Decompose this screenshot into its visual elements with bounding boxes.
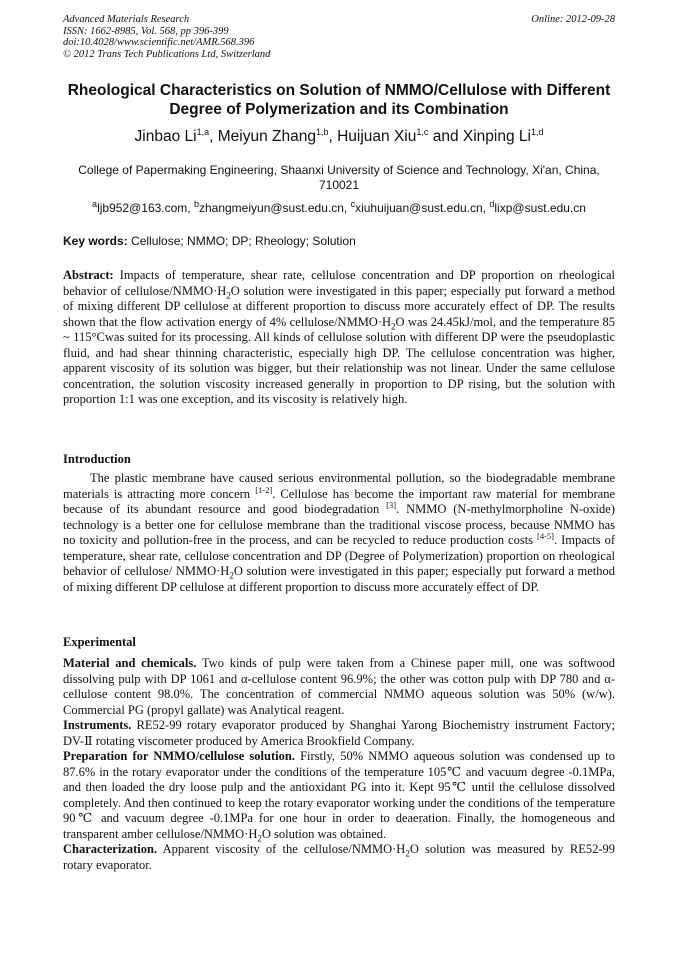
email-address[interactable]: zhangmeiyun@sust.edu.cn: [198, 201, 344, 215]
author-affiliation-mark: 1,c: [416, 126, 429, 137]
author-separator: and: [428, 128, 463, 145]
abstract-label: Abstract:: [63, 268, 114, 282]
material-paragraph: Material and chemicals. Two kinds of pulp were taken from a Chinese paper mill, one was softwood dissolving pulp with DP 1061 and α-cellulose content 96.9%; the other was cotton pulp with DP 780 and α-cellulose content 98.0%. The concentration of commercial NMMO aqueous solution was 50% (w/w). Commercial PG (propyl gallate) was Analytical reagent.: [63, 656, 615, 717]
experimental-section: [63, 656, 615, 873]
citation[interactable]: [1-2]: [255, 484, 273, 495]
affiliation: College of Papermaking Engineering, Shaanxi University of Science and Technology, Xi'an, China, 710021: [78, 163, 600, 192]
author-separator: ,: [328, 128, 338, 145]
online-date: Online: 2012-09-28: [531, 14, 615, 25]
keywords-text: Cellulose; NMMO; DP; Rheology; Solution: [127, 234, 356, 248]
journal-header: [63, 14, 615, 60]
author-name: Huijuan Xiu: [337, 128, 417, 145]
preparation-paragraph: Preparation for NMMO/cellulose solution. Firstly, 50% NMMO aqueous solution was condensed up to 87.6% in the rotary evaporator under the conditions of the temperature 105℃ and vacuum degree -0.1MPa, and then loaded the dry loose pulp and the antioxidant PG into it. Kept 95℃ until the cellulose dissolved completely. And then continued to keep the rotary evaporator working under the conditions of the temperature 90℃ and vacuum degree -0.1MPa for one hour in order to deaeration. Finally, the homogeneous and transparent amber cellulose/$NMMO\cdot H_2O$ solution was obtained.: [63, 749, 616, 843]
journal-doi: doi:10.4028/www.scientific.net/AMR.568.396: [63, 37, 255, 48]
introduction-paragraph: The plastic membrane have caused serious environmental pollution, so the biodegradable membrane materials is attracting more concern [1-2]. Cellulose has become the important raw material for membrane because of its abundant resource and good biodegradation [3]. NMMO (N-methylmorpholine N-oxide) technology is a better one for cellulose membrane than the traditional viscose process, because NMMO has no toxicity and pollution-free in the process, and can be recycled to reduce production costs [4-5]. Impacts of temperature, shear rate, cellulose concentration and DP (Degree of Polymerization) proportion on rheological behavior of cellulose/ $NMMO\cdot H_2O$ solution were investigated in this paper; especially put forward a method of mixing different DP cellulose at different proportion to discuss more accurately effect of DP.: [63, 471, 616, 594]
author-affiliation-mark: 1,b: [315, 126, 329, 137]
author-list: [60, 128, 618, 146]
keywords-label: Key words:: [63, 234, 128, 248]
email-mark: d: [489, 199, 495, 209]
author-affiliation-mark: 1,d: [530, 126, 544, 137]
email-mark: a: [92, 199, 98, 209]
abstract: [63, 268, 615, 408]
experimental-heading: Experimental: [63, 635, 136, 649]
citation[interactable]: [3]: [386, 499, 397, 510]
email-mark: b: [193, 199, 199, 209]
characterization-lead: Characterization.: [63, 842, 158, 856]
email-list: $^a$ljb952@163.com, $^b$zhangmeiyun@sust.edu.cn, $^c$xiuhuijuan@sust.edu.cn, $^d$lixp@sust.edu.cn: [92, 199, 586, 215]
author-separator: ,: [209, 128, 218, 145]
introduction-section: [63, 471, 615, 595]
introduction-heading: Introduction: [63, 452, 131, 466]
email-mark: c: [350, 199, 356, 209]
material-lead: Material and chemicals.: [63, 656, 197, 670]
journal-issn: ISSN: 1662-8985, Vol. 568, pp 396-399: [63, 25, 229, 37]
citation[interactable]: [4-5]: [537, 530, 554, 541]
author-name: Xinping Li: [462, 128, 531, 145]
instruments-lead: Instruments.: [63, 718, 132, 732]
abstract-paragraph: Abstract: Impacts of temperature, shear rate, cellulose concentration and DP proportion on rheological behavior of cellulose/$NMMO\cdot H_2O$ solution were investigated in this paper; especially put forward a method of mixing different DP cellulose at different proportion to discuss more accurately effect of DP. The results shown that the flow activation energy of 4% cellulose/$NMMO\cdot H_2O$ was 24.45kJ/mol, and the temperature 85 ~ 115°Cwas suited for its processing. All kinds of cellulose solution with different DP were the pseudoplastic fluid, and had shear thinning characteristic, especially high DP. The cellulose concentration was higher, apparent viscosity of its solution was bigger, but their relationship was not linear. Under the same cellulose concentration, the solution viscosity increased generally in proportion to DP rising, but the solution with proportion 1:1 was one exception, and its viscosity is relatively high.: [63, 268, 615, 406]
email-address[interactable]: lixp@sust.edu.cn: [494, 201, 586, 215]
journal-name: Advanced Materials Research: [63, 14, 190, 25]
preparation-lead: Preparation for NMMO/cellulose solution.: [63, 749, 295, 763]
author-name: Jinbao Li: [134, 128, 197, 145]
author-name: Meiyun Zhang: [217, 128, 316, 145]
email-address[interactable]: xiuhuijuan@sust.edu.cn: [355, 201, 483, 215]
keywords: [63, 234, 615, 248]
author-affiliation-mark: 1,a: [196, 126, 210, 137]
email-address[interactable]: ljb952@163.com: [97, 201, 188, 215]
paper-title: Rheological Characteristics on Solution of NMMO/Cellulose with Different Degree of Polymerization and its Combination: [67, 82, 611, 118]
instruments-paragraph: Instruments. RE52-99 rotary evaporator produced by Shanghai Yarong Biochemistry instrument Factory; DV-Ⅱ rotating viscometer produced by America Brookfield Company.: [63, 718, 615, 748]
journal-copyright: © 2012 Trans Tech Publications Ltd, Switzerland: [63, 48, 271, 60]
characterization-paragraph: Characterization. Apparent viscosity of the cellulose/$NMMO\cdot H_2O$ solution was measured by RE52-99 rotary evaporator.: [63, 842, 615, 872]
